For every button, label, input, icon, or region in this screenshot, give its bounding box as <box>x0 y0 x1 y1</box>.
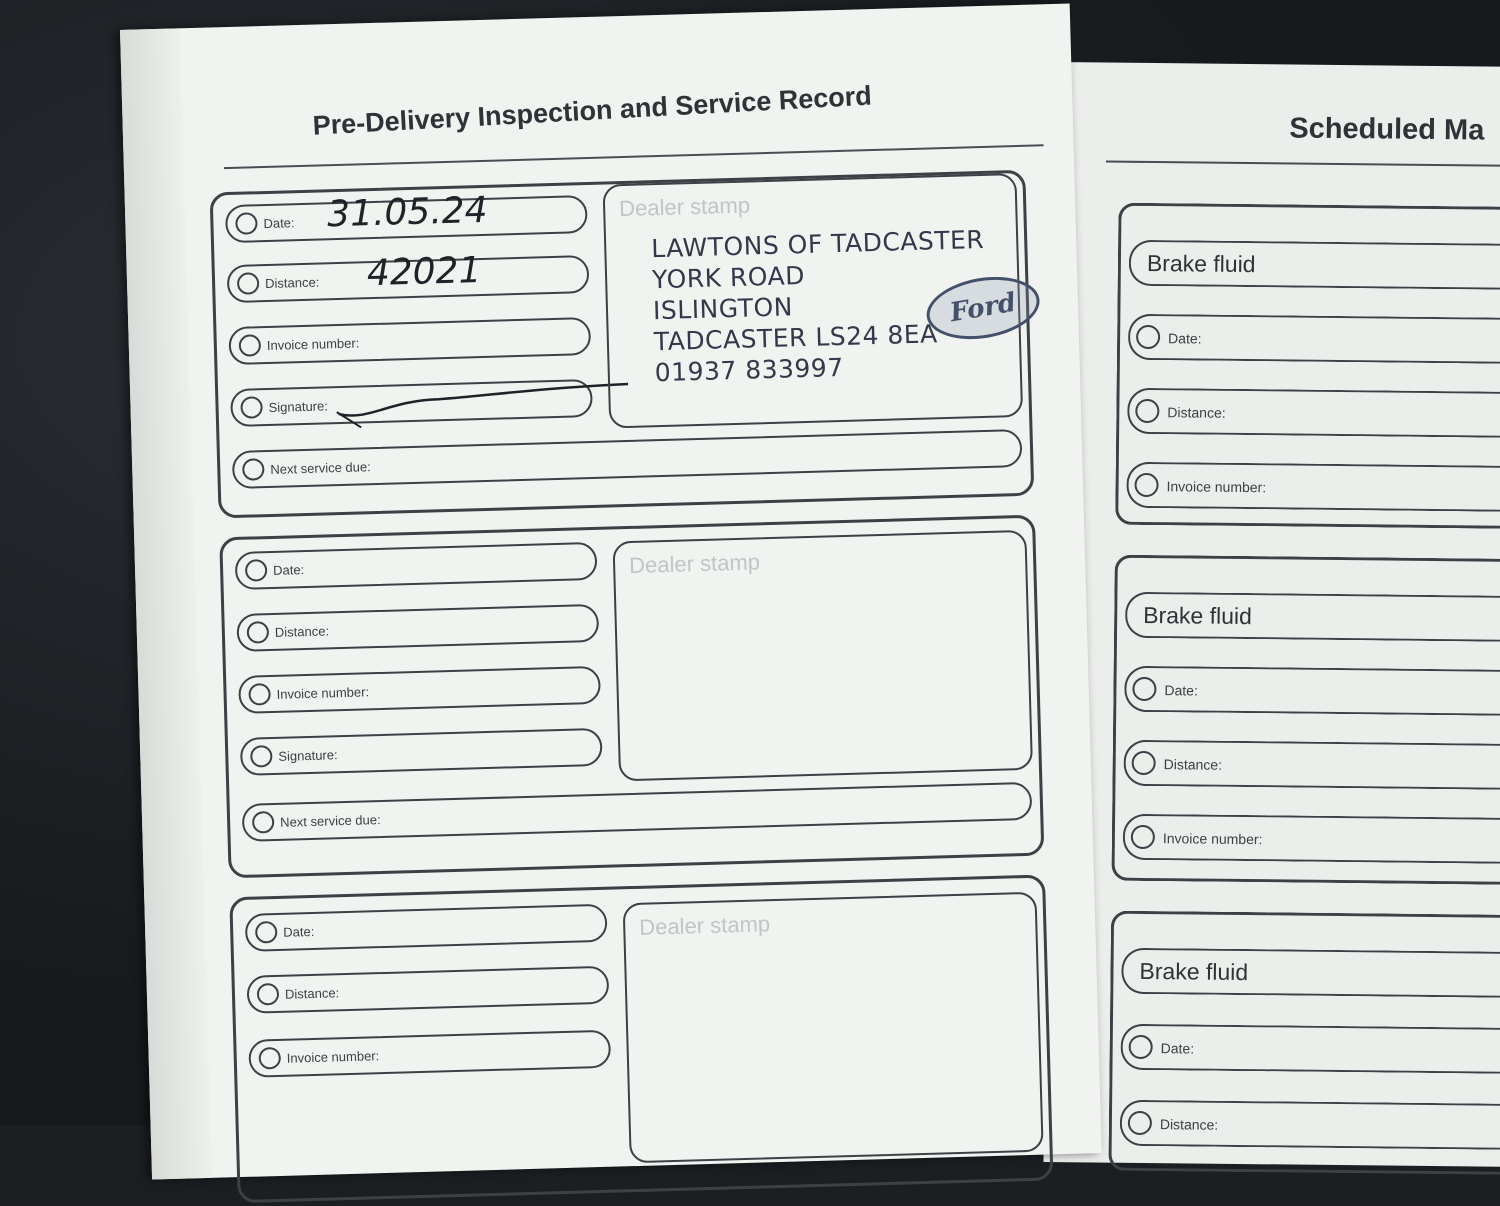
invoice-number-field[interactable] <box>248 1030 611 1078</box>
distance-field[interactable] <box>1123 740 1500 790</box>
brake-fluid-section-1 <box>1115 203 1500 529</box>
distance-field[interactable] <box>236 604 599 652</box>
stamp-line: YORK ROAD <box>651 260 806 295</box>
distance-label: Distance: <box>274 623 330 640</box>
dealer-stamp-label: Dealer stamp <box>618 192 751 222</box>
date-field[interactable] <box>1128 314 1500 364</box>
invoice-number-label: Invoice number: <box>286 1048 380 1066</box>
date-field[interactable] <box>225 189 588 243</box>
invoice-number-label: Invoice number: <box>276 684 370 702</box>
date-field[interactable] <box>1124 666 1500 716</box>
signature-label: Signature: <box>278 747 338 764</box>
date-label: Date: <box>263 215 295 232</box>
brake-fluid-section-2 <box>1111 555 1500 885</box>
date-label: Date: <box>283 923 315 940</box>
distance-label: Distance: <box>1159 1116 1219 1133</box>
brake-fluid-label: Brake fluid <box>1139 957 1249 986</box>
radio-circle-icon[interactable] <box>1131 825 1155 849</box>
dealer-stamp-box <box>623 892 1044 1163</box>
next-service-due-field[interactable] <box>242 782 1033 842</box>
radio-circle-icon[interactable] <box>1134 473 1158 497</box>
handwritten-distance: 42021 <box>366 250 482 295</box>
date-label: Date: <box>1160 1040 1195 1057</box>
dealer-stamp-label: Dealer stamp <box>628 549 761 578</box>
radio-circle-icon[interactable] <box>242 458 265 481</box>
date-field[interactable] <box>235 542 598 590</box>
brake-fluid-header <box>1129 240 1500 290</box>
invoice-number-field[interactable] <box>1123 814 1500 864</box>
distance-field[interactable] <box>227 250 590 303</box>
stamp-line: ISLINGTON <box>652 292 794 326</box>
record-section-3 <box>229 875 1053 1204</box>
invoice-number-field[interactable] <box>1126 462 1500 512</box>
next-service-due-field[interactable] <box>232 429 1023 489</box>
radio-circle-icon[interactable] <box>252 811 275 834</box>
radio-circle-icon[interactable] <box>237 272 260 295</box>
right-page-title: Scheduled Ma <box>1289 112 1485 147</box>
radio-circle-icon[interactable] <box>258 1047 281 1070</box>
distance-label: Distance: <box>1167 404 1226 421</box>
stamp-line: TADCASTER LS24 8EA <box>653 319 939 357</box>
radio-circle-icon[interactable] <box>1135 399 1159 423</box>
distance-field[interactable] <box>246 966 609 1014</box>
invoice-number-label: Invoice number: <box>1166 478 1267 496</box>
distance-field[interactable] <box>1127 388 1500 438</box>
right-title-rule <box>1106 161 1500 167</box>
date-field[interactable] <box>1120 1024 1500 1074</box>
next-service-due-label: Next service due: <box>279 812 381 830</box>
stamp-line: 01937 833997 <box>654 352 845 388</box>
handwritten-signature <box>328 363 650 432</box>
date-label: Date: <box>272 562 305 578</box>
radio-circle-icon[interactable] <box>1129 1035 1153 1059</box>
radio-circle-icon[interactable] <box>247 621 270 644</box>
invoice-number-label: Invoice number: <box>266 335 360 354</box>
ford-logo-stamp: Ford <box>922 269 1044 347</box>
distance-label: Distance: <box>284 985 340 1002</box>
date-field[interactable] <box>245 904 608 952</box>
radio-circle-icon[interactable] <box>1136 325 1160 349</box>
handwritten-date: 31.05.24 <box>326 189 489 236</box>
radio-circle-icon[interactable] <box>1132 677 1156 701</box>
record-section-1 <box>210 170 1035 519</box>
invoice-number-field[interactable] <box>228 317 591 365</box>
brake-fluid-header <box>1125 592 1500 642</box>
dealer-stamp-label: Dealer stamp <box>638 911 771 940</box>
stamp-line: LAWTONS OF TADCASTER <box>650 224 985 264</box>
record-section-2 <box>219 515 1044 879</box>
radio-circle-icon[interactable] <box>235 212 258 235</box>
radio-circle-icon[interactable] <box>239 334 262 357</box>
right-page <box>1043 62 1500 1167</box>
page-title: Pre-Delivery Inspection and Service Record <box>311 80 873 141</box>
date-label: Date: <box>1168 330 1202 347</box>
brake-fluid-section-3 <box>1108 911 1500 1175</box>
brake-fluid-label: Brake fluid <box>1146 249 1256 278</box>
radio-circle-icon[interactable] <box>255 921 278 944</box>
radio-circle-icon[interactable] <box>1132 751 1156 775</box>
signature-field[interactable] <box>240 728 603 776</box>
radio-circle-icon[interactable] <box>245 559 268 582</box>
brake-fluid-label: Brake fluid <box>1143 601 1253 630</box>
date-label: Date: <box>1164 682 1198 699</box>
brake-fluid-header <box>1121 948 1500 998</box>
radio-circle-icon[interactable] <box>1128 1111 1152 1135</box>
radio-circle-icon[interactable] <box>257 983 280 1006</box>
radio-circle-icon[interactable] <box>248 683 271 706</box>
radio-circle-icon[interactable] <box>250 745 273 768</box>
radio-circle-icon[interactable] <box>240 396 263 419</box>
distance-label: Distance: <box>264 274 320 292</box>
signature-label: Signature: <box>268 398 329 415</box>
invoice-number-field[interactable] <box>238 666 601 714</box>
dealer-stamp-box <box>603 173 1024 428</box>
distance-label: Distance: <box>1163 756 1223 773</box>
next-service-due-label: Next service due: <box>270 459 371 477</box>
left-page <box>120 3 1102 1179</box>
invoice-number-label: Invoice number: <box>1162 830 1263 848</box>
dealer-stamp-box <box>612 530 1033 781</box>
